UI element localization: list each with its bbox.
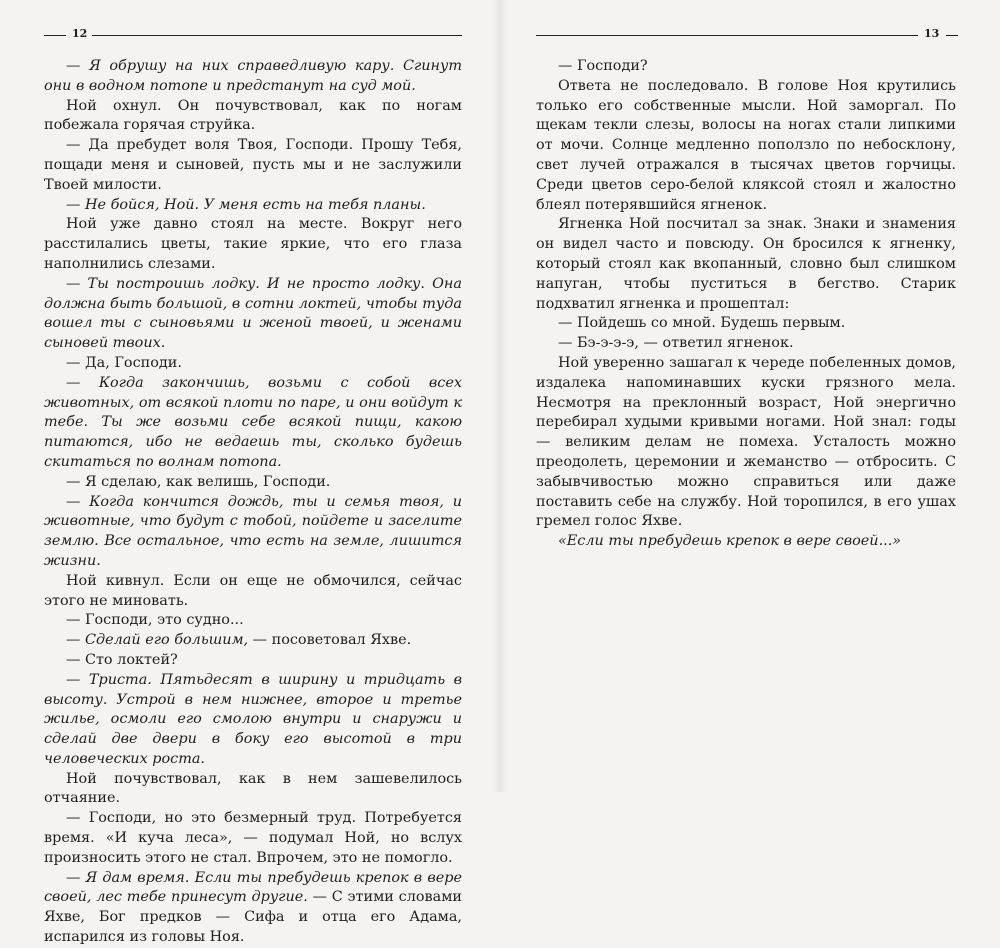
- paragraph: [44, 97, 462, 137]
- paragraph: [536, 532, 956, 552]
- italic-text-run: — Когда кончится дождь, ты и семья твоя, и животные, что будут с тобой, пойдете и заселите землю. Все остальное, что есть на земле, лишится жизни.: [44, 493, 462, 569]
- page-number-right: 13: [924, 27, 940, 40]
- paragraph: [536, 57, 956, 77]
- book-gutter: [492, 0, 508, 792]
- text-run: — Господи, но это безмерный труд. Потребуется время. «И куча леса», — подумал Ной, но вслух произносить этого не стал. Впрочем, это не помогло.: [44, 810, 462, 866]
- paragraph: [44, 196, 462, 216]
- right-page-text: [536, 57, 956, 552]
- italic-text-run: — Я обрушу на них справедливую кару. Сгинут они в водном потопе и предстанут на суд мой.: [44, 58, 462, 94]
- paragraph: [44, 136, 462, 195]
- paragraph: [44, 354, 462, 374]
- paragraph: [44, 611, 462, 631]
- text-run: — Сто локтей?: [66, 651, 178, 668]
- left-page-header: [44, 26, 462, 44]
- paragraph: [44, 374, 462, 473]
- header-rule: [92, 35, 462, 36]
- text-run: — С этими словами Яхве, Бог предков — Сифа и отца его Адама, испарился из головы Ноя.: [44, 889, 462, 946]
- paragraph: [44, 770, 462, 810]
- paragraph: [536, 215, 956, 314]
- text-run: Ответа не последовало. В голове Ноя крутились только его собственные мысли. Ной заморгал. По щекам текли слезы, волосы на ногах стали липкими от мочи. Солнце медленно поползло по небосклону, свет лучей отражался в тысячах цветов горчицы. Среди цветов серо-белой кляксой стоял и жалостно блеял потерявшийся ягненок.: [536, 77, 956, 213]
- text-run: — Господи?: [558, 58, 648, 74]
- italic-text-run: — Не бойся, Ной. У меня есть на тебя планы.: [66, 196, 426, 213]
- header-rule-short: [44, 35, 66, 36]
- paragraph: [44, 473, 462, 493]
- text-run: Ягненка Ной посчитал за знак. Знаки и знамения он видел часто и повсюду. Он бросился к ягненку, который стоял как вкопанный, словно был слишком напуган, чтобы пуститься в бегство. Старик подхватил ягненка и прошептал:: [536, 216, 956, 312]
- paragraph: [44, 57, 462, 97]
- italic-text-run: — Триста. Пятьдесят в ширину и тридцать в высоту. Устрой в нем нижнее, второе и третье жилье, осмоли его смолою внутри и снаружи и сделай две двери в боку его высотой в три человеческих роста.: [44, 671, 462, 767]
- paragraph: [44, 869, 462, 948]
- paragraph: [536, 77, 956, 216]
- paragraph: [44, 275, 462, 354]
- text-run: Ной кивнул. Если он еще не обмочился, сейчас этого не миновать.: [44, 572, 462, 609]
- text-run: — Да пребудет воля Твоя, Господи. Прошу Тебя, пощади меня и сыновей, пусть мы и не заслужили Твоей милости.: [44, 137, 462, 193]
- paragraph: [44, 493, 462, 572]
- text-run: — Пойдешь со мной. Будешь первым.: [558, 315, 846, 332]
- text-run: — посоветовал Яхве.: [248, 632, 412, 649]
- italic-text-run: — Я дам время. Если ты пребудешь крепок в вере своей, лес тебе принесут другие.: [44, 869, 462, 906]
- italic-text-run: «Если ты пребудешь крепок в вере своей...»: [558, 533, 902, 550]
- paragraph: [44, 651, 462, 671]
- paragraph: [44, 215, 462, 274]
- text-run: Ной уверенно зашагал к череде побеленных домов, издалека напоминавших куски грязного мела. Несмотря на преклонный возраст, Ной энергично перебирал худыми кривыми ногами. Ной знал: годы — великим делам не помеха. Усталость можно преодолеть, церемонии и жеманство — отбросить. С забывчивостью можно справиться или даже поставить себе на службу. Ной торопился, в его ушах гремел голос Яхве.: [536, 354, 956, 530]
- italic-text-run: — Ты построишь лодку. И не просто лодку. Она должна быть большой, в сотни локтей, чтобы туда вошел ты с сыновьями и женой твоей, и женами сыновей твоих.: [44, 275, 462, 352]
- text-run: — Я сделаю, как велишь, Господи.: [66, 473, 331, 490]
- header-rule-short: [946, 35, 958, 36]
- left-page-text: [44, 57, 462, 948]
- italic-text-run: — Сделай его большим,: [66, 632, 249, 649]
- text-run: — Господи, это судно...: [66, 612, 244, 629]
- right-page: [508, 0, 1000, 792]
- paragraph: [44, 572, 462, 612]
- paragraph: [536, 354, 956, 532]
- text-run: Ной уже давно стоял на месте. Вокруг него расстилались цветы, такие яркие, что его глаза наполнились слезами.: [44, 216, 462, 272]
- page-number-left: 12: [72, 27, 88, 40]
- text-run: — Да, Господи.: [66, 354, 182, 371]
- text-run: — Бэ-э-э-э, — ответил ягненок.: [558, 335, 794, 352]
- italic-text-run: — Когда закончишь, возьми с собой всех животных, от всякой плоти по паре, и они войдут к тебе. Ты же возьми себе всякой пищи, какою питаются, ибо не ведаешь ты, сколько будешь скитаться по волнам потопа.: [44, 374, 462, 470]
- left-page: [0, 0, 492, 946]
- paragraph: [536, 314, 956, 334]
- text-run: Ной почувствовал, как в нем зашевелилось отчаяние.: [44, 770, 462, 807]
- right-page-header: [536, 26, 956, 44]
- paragraph: [536, 334, 956, 354]
- paragraph: [44, 631, 462, 651]
- paragraph: [44, 671, 462, 770]
- header-rule: [536, 35, 918, 36]
- text-run: Ной охнул. Он почувствовал, как по ногам побежала горячая струйка.: [44, 97, 462, 134]
- paragraph: [44, 809, 462, 868]
